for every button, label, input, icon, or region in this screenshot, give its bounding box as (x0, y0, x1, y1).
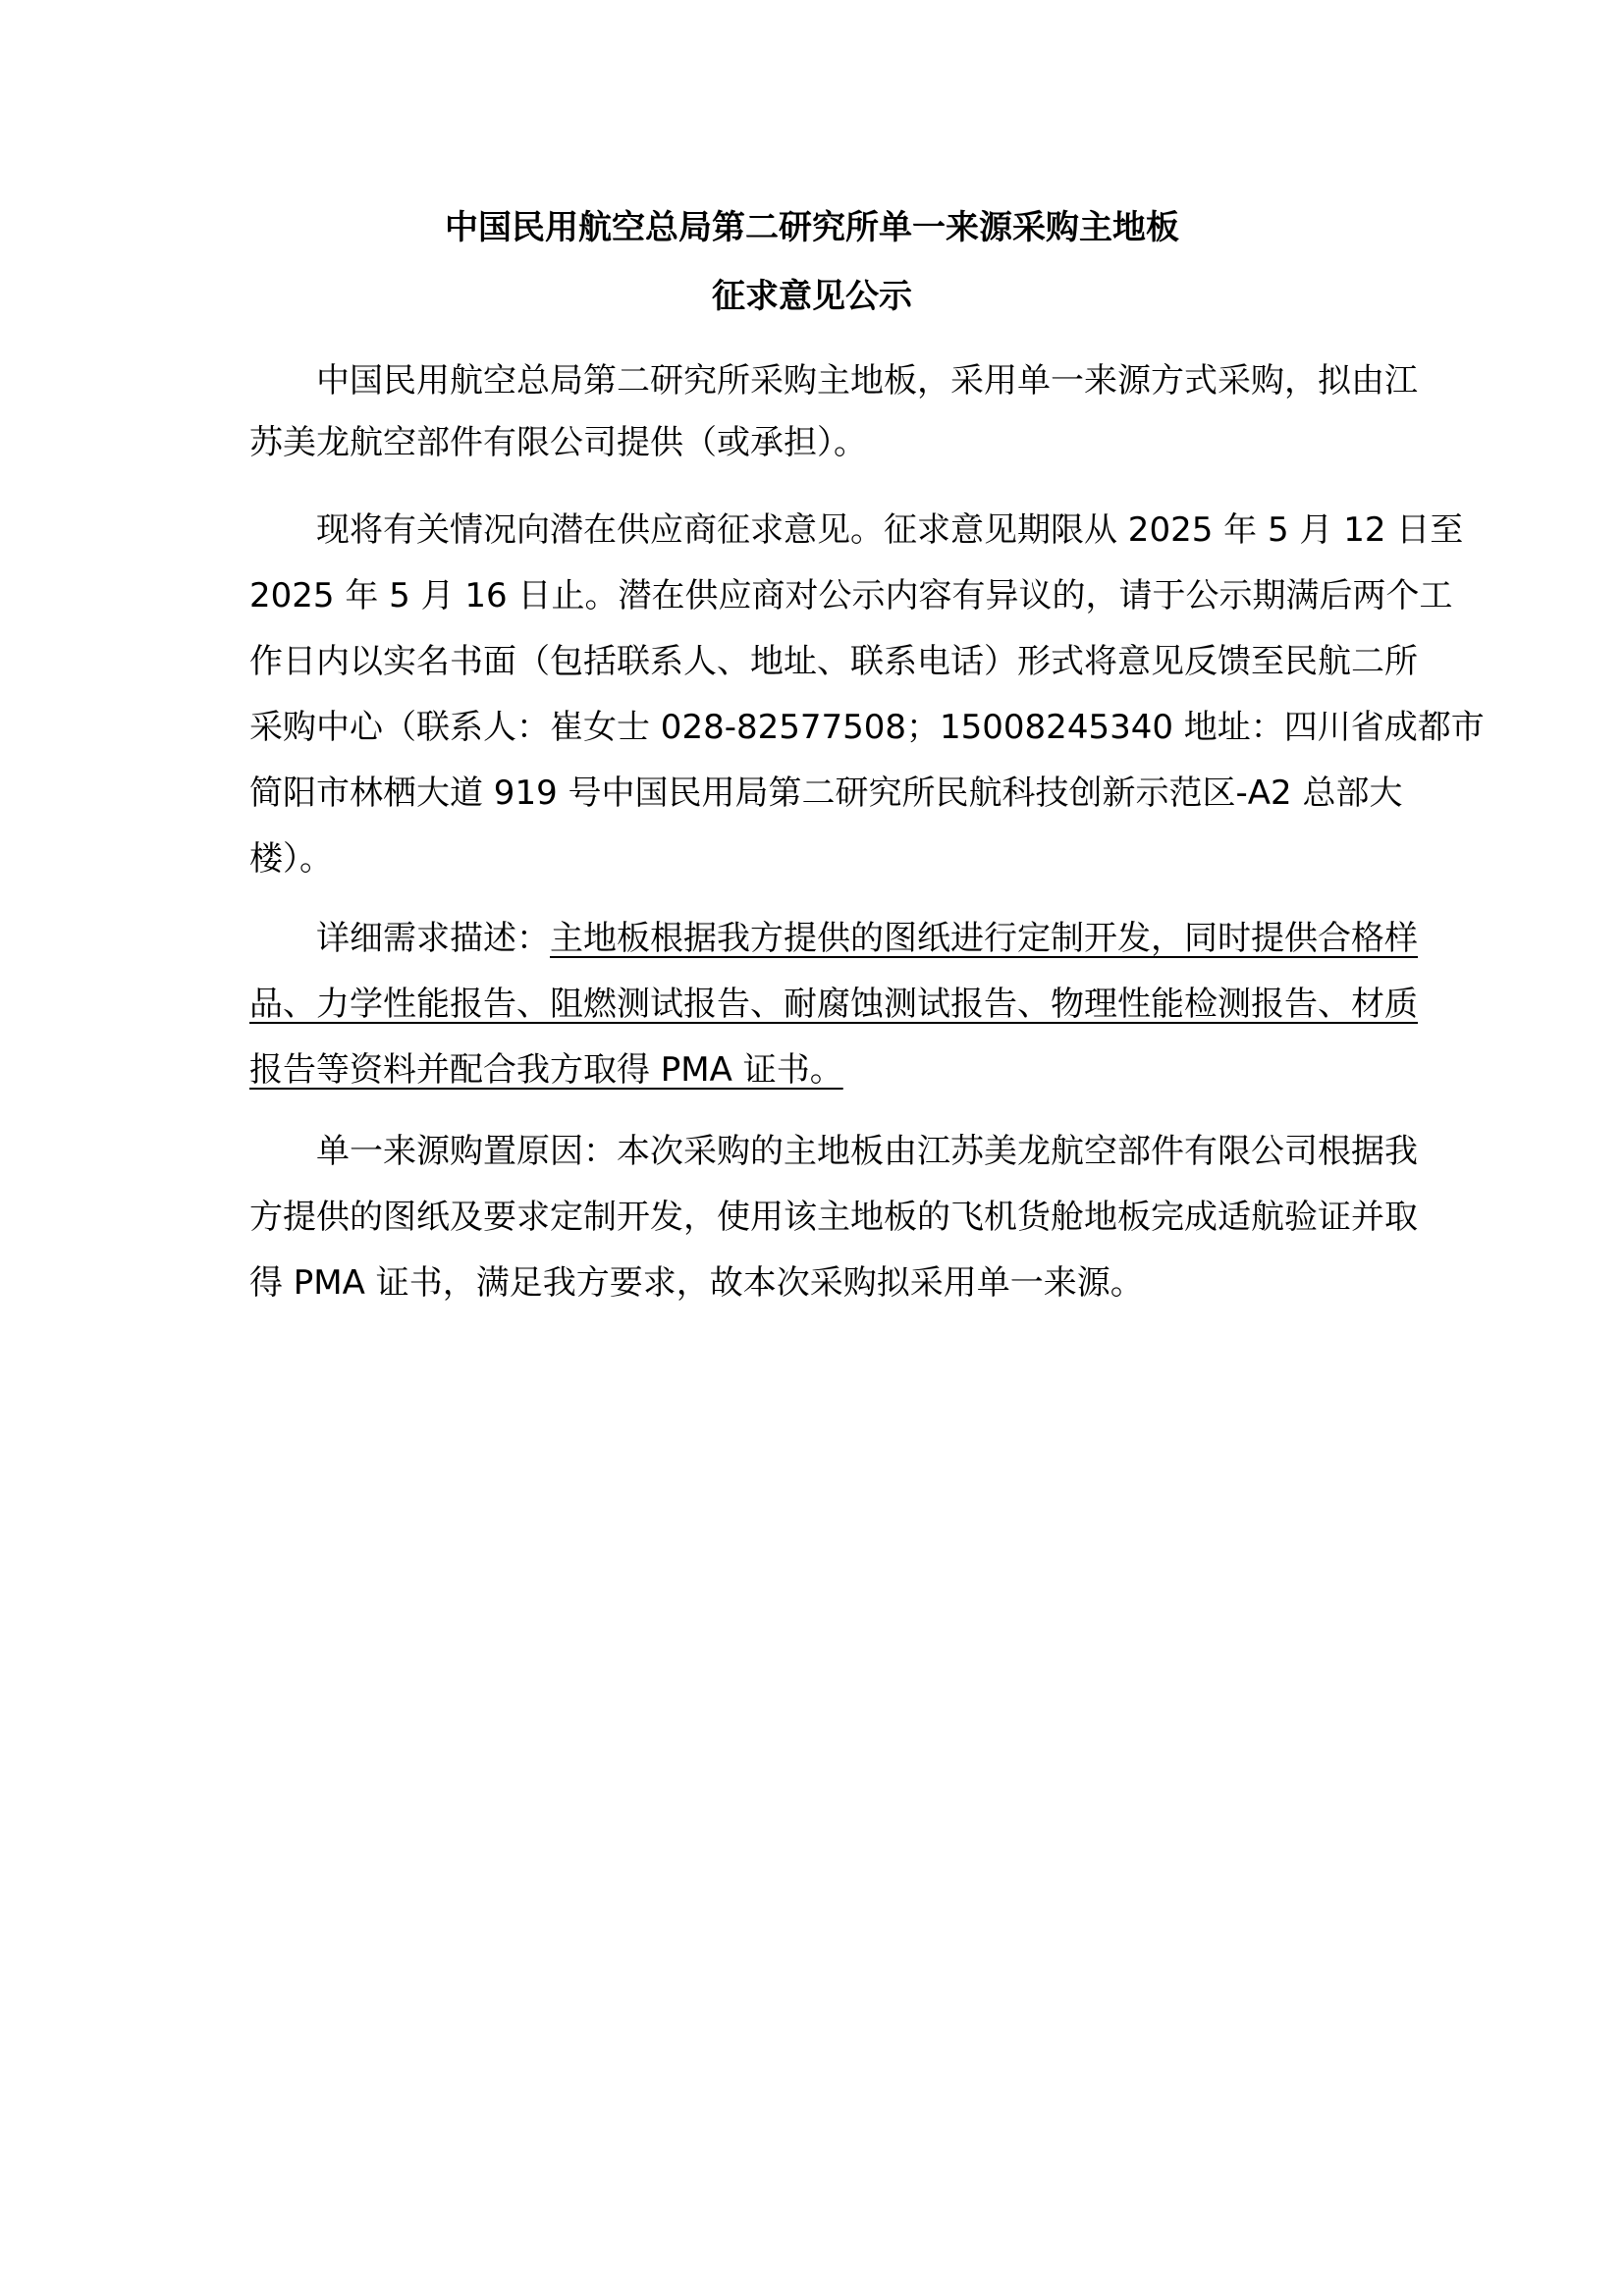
document-title: 中国民用航空总局第二研究所单一来源采购主地板 (445, 208, 1179, 247)
paragraph-line (249, 1045, 843, 1095)
requirements-label: 详细需求描述： (316, 919, 550, 958)
paragraph-line (316, 914, 1418, 963)
paragraph-line: 2025 年 5 月 16 日止。潜在供应商对公示内容有异议的，请于公示期满后两个工 (249, 576, 1453, 615)
paragraph-line: 作日内以实名书面（包括联系人、地址、联系电话）形式将意见反馈至民航二所 (249, 642, 1418, 681)
paragraph-line: 方提供的图纸及要求定制开发，使用该主地板的飞机货舱地板完成适航验证并取 (249, 1198, 1418, 1237)
paragraph-line: 苏美龙航空部件有限公司提供（或承担）。 (249, 423, 867, 462)
paragraph-line: 中国民用航空总局第二研究所采购主地板，采用单一来源方式采购，拟由江 (316, 361, 1418, 400)
paragraph-line: 简阳市林栖大道 919 号中国民用局第二研究所民航科技创新示范区-A2 总部大 (249, 774, 1403, 813)
paragraph-line: 采购中心（联系人：崔女士 028-82577508；15008245340 地址：四川省成都市 (249, 708, 1485, 747)
requirements-text: 品、力学性能报告、阻燃测试报告、耐腐蚀测试报告、物理性能检测报告、材质 (249, 985, 1418, 1024)
paragraph-line: 现将有关情况向潜在供应商征求意见。征求意见期限从 2025 年 5 月 12 日至 (316, 510, 1464, 550)
paragraph-line: 楼）。 (249, 839, 333, 879)
document-subtitle: 征求意见公示 (712, 277, 912, 316)
requirements-text: 主地板根据我方提供的图纸进行定制开发，同时提供合格样 (550, 919, 1418, 958)
requirements-text: 报告等资料并配合我方取得 PMA 证书。 (249, 1050, 843, 1090)
paragraph-line: 单一来源购置原因：本次采购的主地板由江苏美龙航空部件有限公司根据我 (316, 1132, 1418, 1171)
paragraph-line (249, 980, 1418, 1029)
paragraph-line: 得 PMA 证书，满足我方要求，故本次采购拟采用单一来源。 (249, 1263, 1144, 1303)
